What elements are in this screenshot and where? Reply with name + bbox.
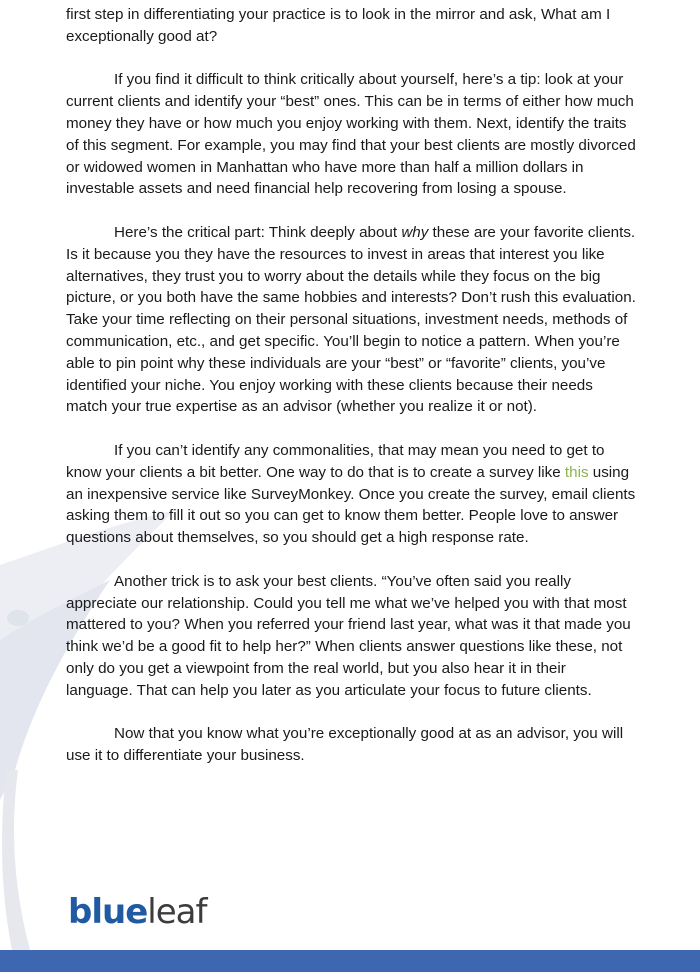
blueleaf-logo	[68, 892, 207, 932]
logo-part-leaf: leaf	[147, 892, 207, 932]
paragraph-ask-clients: Another trick is to ask your best clients. “You’ve often said you really appreciate our relationship. Could you tell me what we’ve helped you with that most mattered to you? When you referred your friend last year, what was it that made you think we’d be a good fit to help her?” When clients answer questions like these, not only do you get a viewpoint from the real world, but you also hear it in their language. That can help you later as you articulate your focus to future clients.	[66, 572, 631, 699]
paragraph-survey-start: If you can’t identify any commonalities, that may mean you need to get to know your clients a bit better. One way to do that is to create a survey like	[66, 441, 605, 481]
logo-part-blue: blue	[68, 892, 148, 932]
paragraph-critical-part	[66, 222, 636, 418]
survey-link[interactable]: this	[564, 463, 589, 481]
paragraph-intro: first step in differentiating your practice is to look in the mirror and ask, What am I exceptionally good at?	[66, 6, 611, 45]
paragraph-critical-part-rest: these are your favorite clients. Is it because you they have the resources to invest in areas that interest you like alternatives, they trust you to worry about the details while they focus on the big picture, or you both have the same hobbies and interests? Don’t rush this evaluation. Take your time reflecting on their personal situations, investment needs, methods of communication, etc., and get specific. You’ll begin to notice a pattern. When you’re able to pin point why these individuals are your “best” or “favorite” clients, you’ve identified your niche. You enjoy working with these clients because their needs match your true expertise as an advisor (whether you realize it or not).	[66, 223, 636, 416]
article-body	[66, 4, 636, 789]
footer-bar	[0, 950, 700, 972]
paragraph-critical-part-start: Here’s the critical part: Think deeply about	[114, 223, 402, 241]
paragraph-tip: If you find it difficult to think critically about yourself, here’s a tip: look at your current clients and identify your “best” ones. This can be in terms of either how much money they have or how much you enjoy working with them. Next, identify the traits of this segment. For example, you may find that your best clients are mostly divorced or widowed women in Manhattan who have more than half a million dollars in investable assets and need financial help recovering from losing a spouse.	[66, 71, 636, 198]
paragraph-survey-rest: using an inexpensive service like SurveyMonkey. Once you create the survey, email clients asking them to fill it out so you can get to know them better. People love to answer questions about themselves, so you should get a high response rate.	[66, 463, 636, 547]
paragraph-conclusion: Now that you know what you’re exceptionally good at as an advisor, you will use it to differentiate your business.	[66, 725, 624, 765]
emphasis-why: why	[401, 223, 429, 241]
paragraph-survey	[66, 440, 636, 549]
